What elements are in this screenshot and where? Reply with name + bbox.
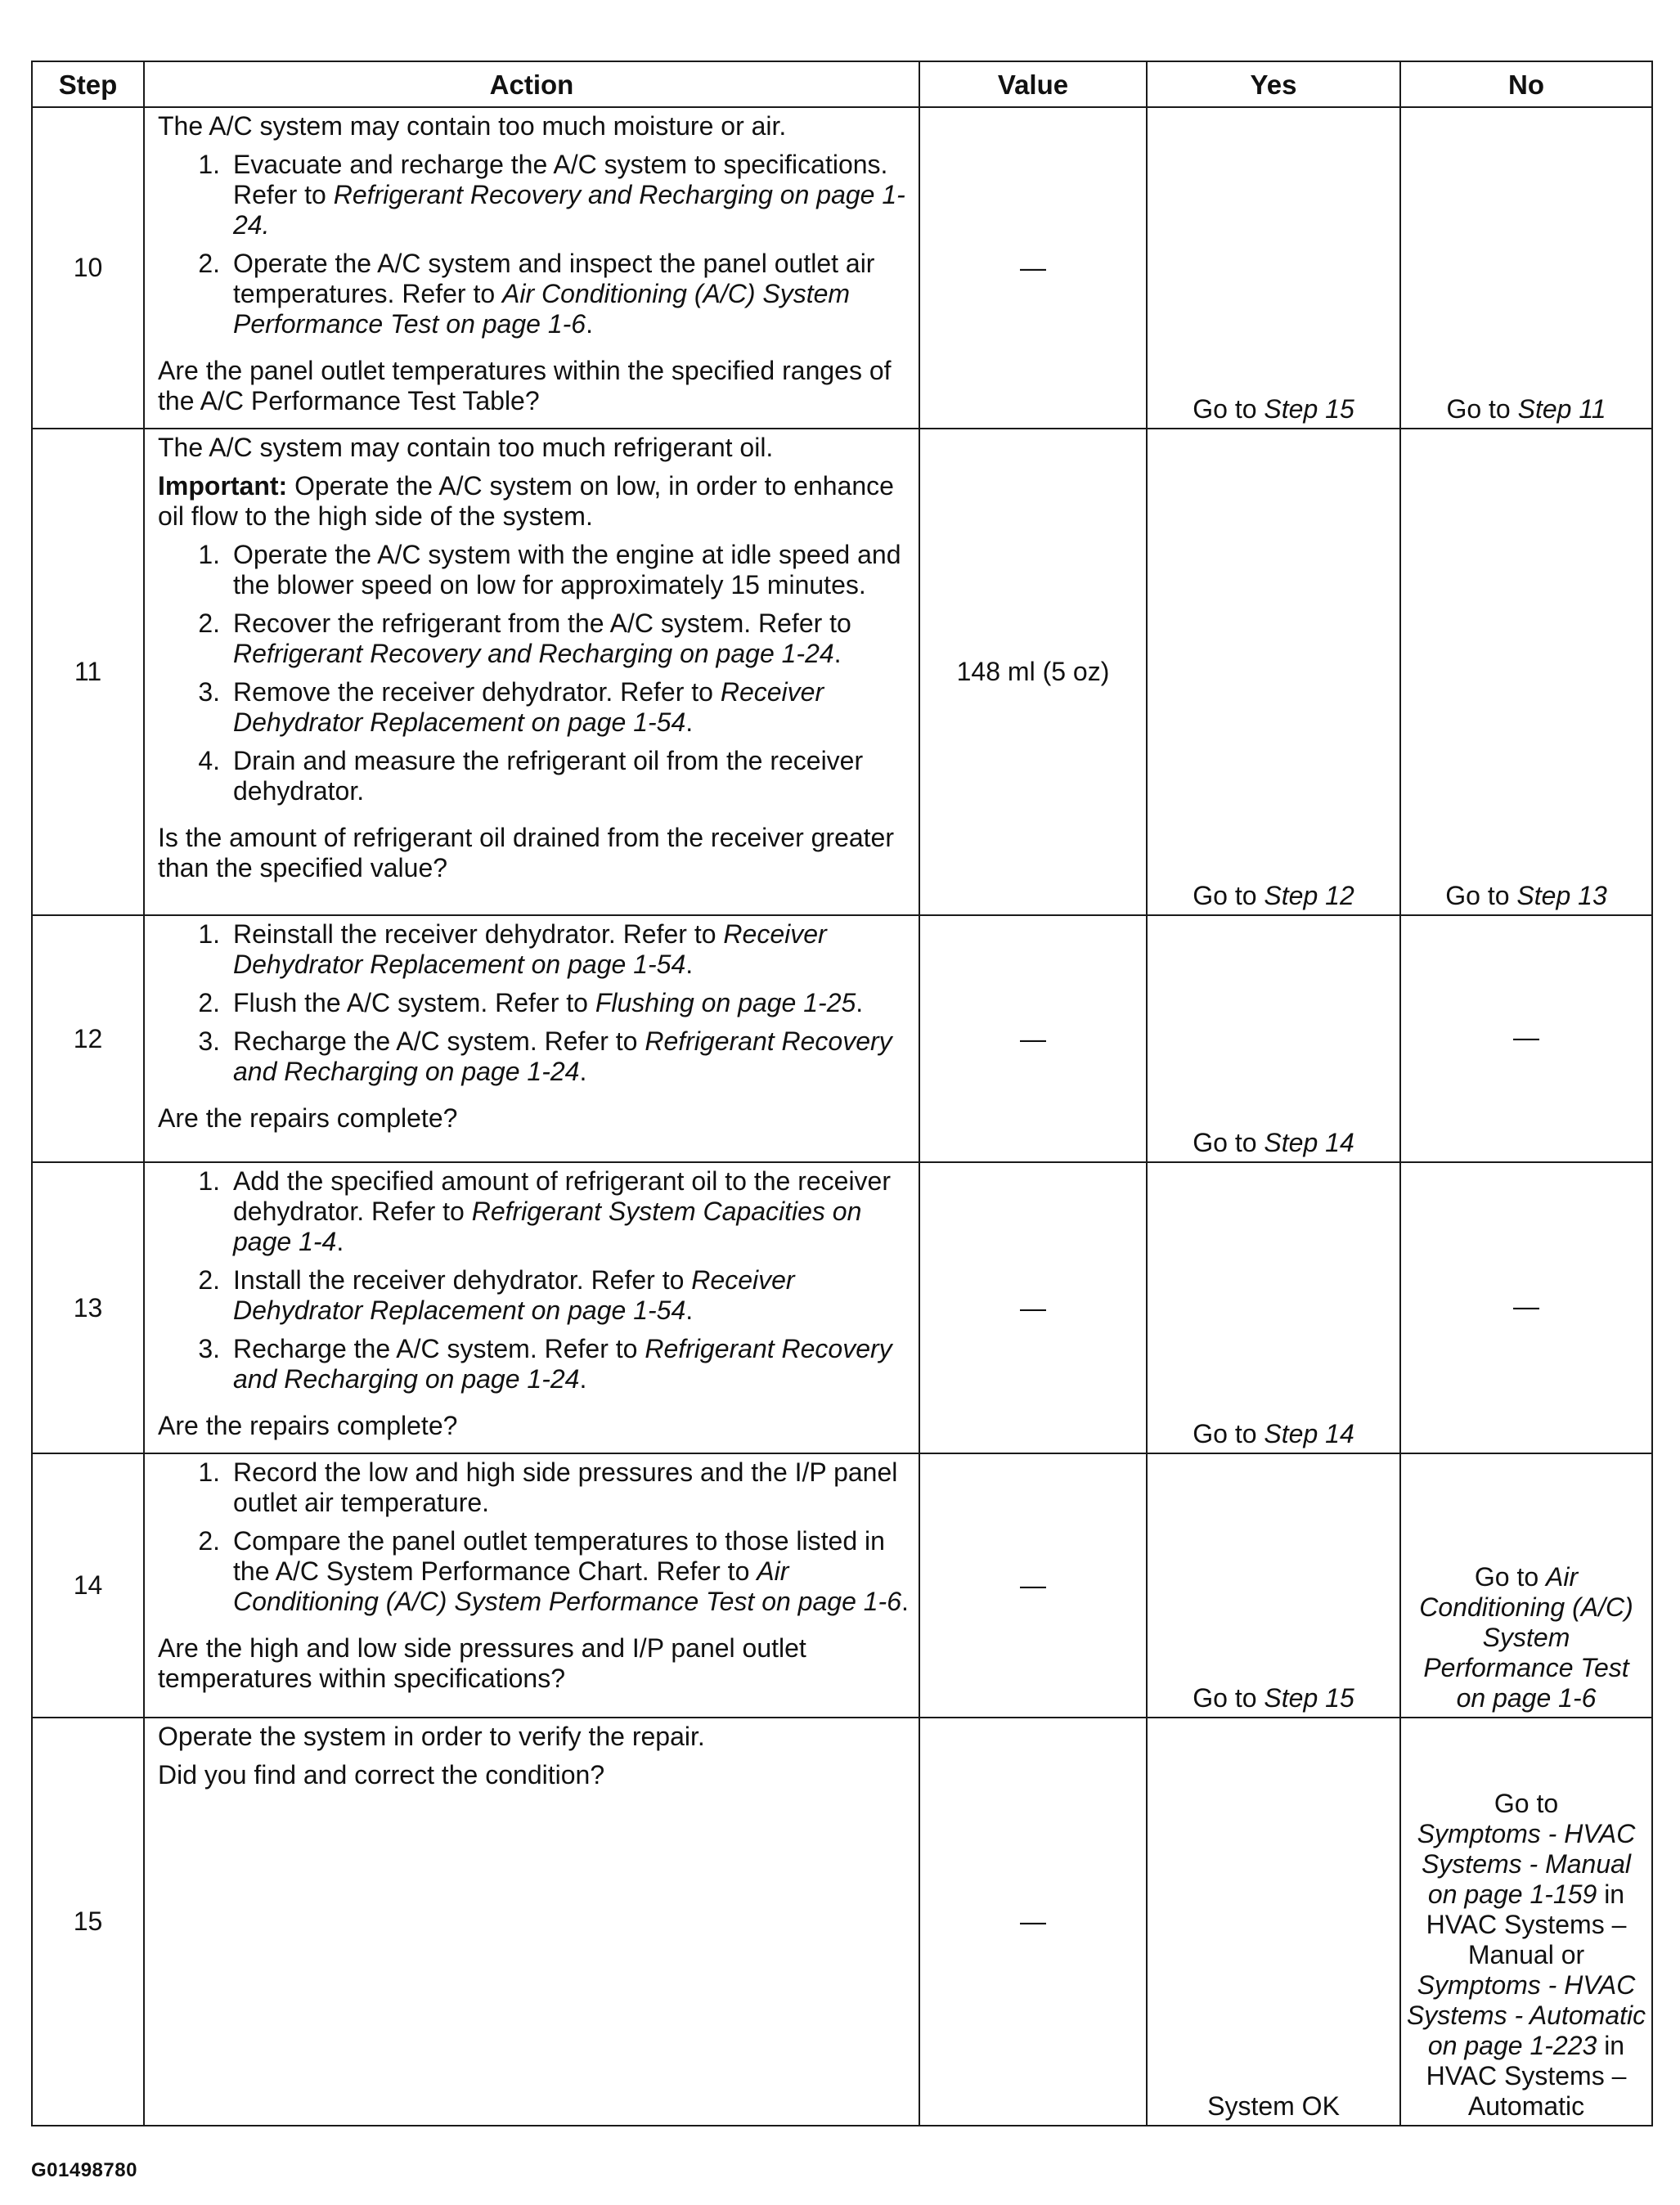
action-cell (144, 1718, 919, 2126)
step-number: 11 (32, 429, 144, 915)
header-action: Action (144, 61, 919, 107)
header-value: Value (919, 61, 1147, 107)
reference-link: Flushing on page 1-25 (595, 988, 856, 1017)
step-number: 15 (32, 1718, 144, 2126)
table-header-row (32, 61, 1652, 107)
reference-link: Refrigerant Recovery and Recharging on page 1-24 (233, 1334, 892, 1394)
list-item: 2. Recover the refrigerant from the A/C system. Refer to Refrigerant Recovery and Recharging on page 1-24. (198, 609, 851, 668)
action-intro: Operate the system in order to verify the repair. (158, 1722, 705, 1751)
step-number: 12 (32, 915, 144, 1162)
list-item: 1. Reinstall the receiver dehydrator. Refer to Receiver Dehydrator Replacement on page 1-54. (198, 919, 827, 979)
reference-link: Receiver Dehydrator Replacement on page 1-54 (233, 1265, 795, 1325)
list-item: 1. Operate the A/C system with the engine at idle speed and the blower speed on low for approximately 15 minutes. (198, 540, 901, 600)
reference-link: Refrigerant System Capacities on page 1-4 (233, 1197, 862, 1256)
table-row (32, 1453, 1652, 1718)
action-intro: The A/C system may contain too much moisture or air. (158, 111, 787, 141)
list-item: 2. Compare the panel outlet temperatures to those listed in the A/C System Performance Chart. Refer to Air Conditioning (A/C) System Performance Test on page 1-6. (198, 1526, 909, 1616)
table-row (32, 429, 1652, 915)
no-cell: Go to Air Conditioning (A/C) System Performance Test on page 1-6 (1400, 1453, 1652, 1718)
reference-link: Refrigerant Recovery and Recharging on page 1-24 (233, 639, 834, 668)
value-cell: — (919, 915, 1147, 1162)
reference-link: Refrigerant Recovery and Recharging on page 1-24. (233, 180, 905, 240)
value-cell: 148 ml (5 oz) (919, 429, 1147, 915)
action-cell (144, 107, 919, 429)
value-cell: — (919, 1162, 1147, 1453)
action-question: Are the repairs complete? (158, 1411, 458, 1440)
action-cell (144, 429, 919, 915)
value-cell: — (919, 107, 1147, 429)
header-step: Step (32, 61, 144, 107)
table-row (32, 915, 1652, 1162)
yes-cell: Go to Step 15 (1147, 107, 1400, 429)
action-question: Are the repairs complete? (158, 1103, 458, 1133)
list-item: 1. Add the specified amount of refrigerant oil to the receiver dehydrator. Refer to Refrigerant System Capacities on page 1-4. (198, 1166, 891, 1256)
value-cell: — (919, 1453, 1147, 1718)
no-cell: — (1400, 915, 1652, 1162)
header-yes: Yes (1147, 61, 1400, 107)
action-cell (144, 1453, 919, 1718)
table-row (32, 1718, 1652, 2126)
list-item: 3. Recharge the A/C system. Refer to Refrigerant Recovery and Recharging on page 1-24. (198, 1026, 892, 1086)
list-item: 3. Recharge the A/C system. Refer to Refrigerant Recovery and Recharging on page 1-24. (198, 1334, 892, 1394)
list-item: 2. Operate the A/C system and inspect the panel outlet air temperatures. Refer to Air Conditioning (A/C) System Performance Test on page 1-6. (198, 249, 875, 339)
diagnostic-table (31, 61, 1653, 2126)
no-cell: Go to Symptoms - HVAC Systems - Manual on page 1-159 in HVAC Systems – Manual or Symptoms - HVAC Systems - Automatic on page 1-223 in HVAC Systems – Automatic (1400, 1718, 1652, 2126)
important-note: Important: Operate the A/C system on low, in order to enhance oil flow to the high side of the system. (158, 471, 894, 531)
step-number: 14 (32, 1453, 144, 1718)
no-cell: Go to Step 13 (1400, 429, 1652, 915)
figure-id: G01498780 (31, 2159, 137, 2181)
no-cell: — (1400, 1162, 1652, 1453)
step-number: 13 (32, 1162, 144, 1453)
step-number: 10 (32, 107, 144, 429)
table-row (32, 107, 1652, 429)
list-item: 2. Flush the A/C system. Refer to Flushing on page 1-25. (198, 988, 864, 1017)
list-item: 4. Drain and measure the refrigerant oil from the receiver dehydrator. (198, 746, 864, 806)
action-question: Did you find and correct the condition? (158, 1760, 605, 1790)
value-cell: — (919, 1718, 1147, 2126)
list-item: 1. Record the low and high side pressures and the I/P panel outlet air temperature. (198, 1457, 898, 1517)
list-item: 1. Evacuate and recharge the A/C system to specifications. Refer to Refrigerant Recovery and Recharging on page 1-24. (198, 150, 905, 240)
yes-cell: Go to Step 15 (1147, 1453, 1400, 1718)
yes-cell: Go to Step 14 (1147, 915, 1400, 1162)
reference-link: Air Conditioning (A/C) System Performance Test on page 1-6 (233, 279, 851, 339)
yes-cell: Go to Step 14 (1147, 1162, 1400, 1453)
reference-link: Receiver Dehydrator Replacement on page 1-54 (233, 919, 827, 979)
no-cell: Go to Step 11 (1400, 107, 1652, 429)
action-cell (144, 1162, 919, 1453)
table-row (32, 1162, 1652, 1453)
action-question: Are the high and low side pressures and I/P panel outlet temperatures within specifications? (158, 1633, 806, 1693)
action-intro: The A/C system may contain too much refrigerant oil. (158, 433, 774, 462)
yes-cell: System OK (1147, 1718, 1400, 2126)
reference-link: Receiver Dehydrator Replacement on page 1-54 (233, 677, 824, 737)
reference-link: Refrigerant Recovery and Recharging on page 1-24 (233, 1026, 892, 1086)
action-question: Are the panel outlet temperatures within the specified ranges of the A/C Performance Test Table? (158, 356, 892, 415)
reference-link: Air Conditioning (A/C) System Performance Test on page 1-6 (233, 1556, 901, 1616)
list-item: 2. Install the receiver dehydrator. Refer to Receiver Dehydrator Replacement on page 1-54. (198, 1265, 795, 1325)
action-question: Is the amount of refrigerant oil drained from the receiver greater than the specified value? (158, 823, 894, 882)
list-item: 3. Remove the receiver dehydrator. Refer to Receiver Dehydrator Replacement on page 1-54. (198, 677, 824, 737)
yes-cell: Go to Step 12 (1147, 429, 1400, 915)
action-cell (144, 915, 919, 1162)
header-no: No (1400, 61, 1652, 107)
